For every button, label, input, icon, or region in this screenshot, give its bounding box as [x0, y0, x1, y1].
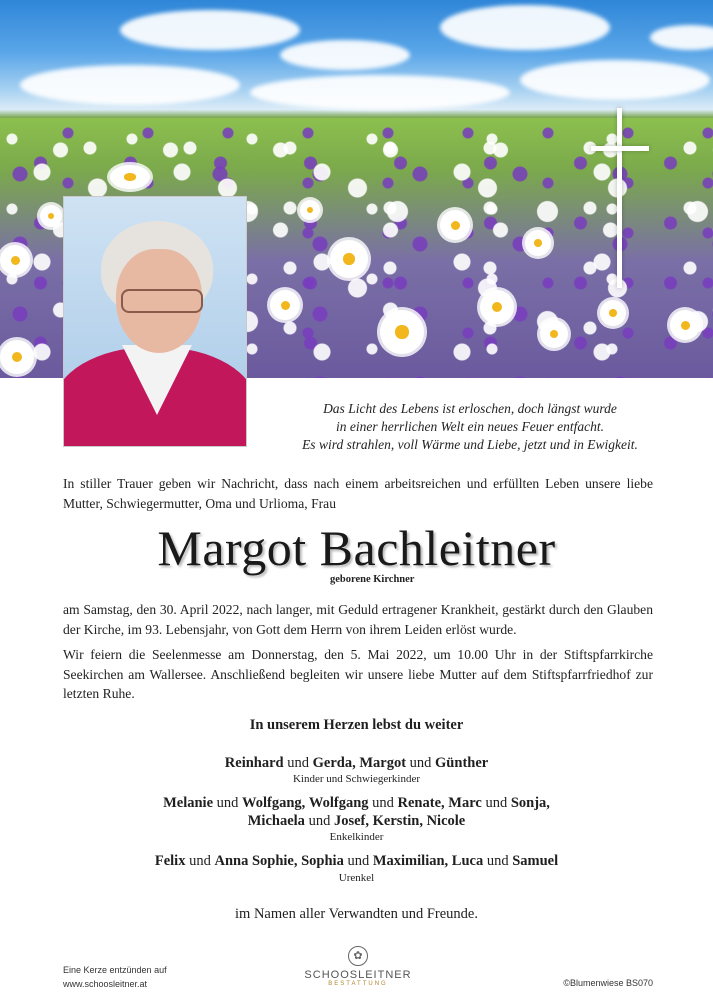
- family-name: Luca: [451, 853, 484, 869]
- greatgrandchildren-names: Felix und Anna Sophie, Sophia und Maximilian, Luca und Samuel: [154, 853, 559, 869]
- quote-line: Es wird strahlen, voll Wärme und Liebe, jetzt und in Ewigkeit.: [302, 437, 638, 452]
- family-name: Gerda,: [312, 755, 356, 771]
- children-names: Reinhard und Gerda, Margot und Günther: [224, 755, 489, 771]
- funeral-text: Wir feiern die Seelenmesse am Donnerstag, den 5. Mai 2022, um 10.00 Uhr in der Stiftspfarrkirche Seekirchen am Wallersee. Anschließend begleiten wir unsere liebe Mutter auf dem Stiftspfarrfriedhof zur letzten Ruhe.: [63, 647, 653, 701]
- family-name: Felix: [154, 853, 186, 869]
- children-relation: Kinder und Schwiegerkinder: [292, 773, 421, 785]
- copyright-text: ©Blumenwiese BS070: [563, 978, 653, 988]
- family-name: Wolfgang: [308, 795, 369, 811]
- rose-logo-icon: ✿: [348, 946, 368, 966]
- grandchildren-relation: Enkelkinder: [329, 831, 384, 843]
- family-name: Nicole: [426, 813, 466, 829]
- quote-line: in einer herrlichen Welt ein neues Feuer entfacht.: [336, 419, 604, 434]
- website-link[interactable]: www.schoosleitner.at: [63, 979, 148, 989]
- family-name: Margot: [359, 755, 407, 771]
- family-name: Sophia: [301, 853, 344, 869]
- family-name: Melanie: [163, 795, 214, 811]
- family-name: Michaela: [247, 813, 305, 829]
- logo-subtitle: BESTATTUNG: [328, 981, 388, 987]
- logo-name: SCHOOSLEITNER: [304, 969, 412, 981]
- intro-text: In stiller Trauer geben wir Nachricht, dass nach einem arbeitsreichen und erfüllten Leben unsere liebe Mutter, Schwiegermutter, Oma und Urlioma, Frau: [63, 476, 653, 511]
- family-name: Sonja,: [510, 795, 550, 811]
- motto: In unserem Herzen lebst du weiter: [249, 717, 464, 733]
- family-name: Josef,: [333, 813, 369, 829]
- family-name: Samuel: [512, 853, 559, 869]
- family-name: Kerstin,: [372, 813, 423, 829]
- family-name: Wolfgang,: [242, 795, 306, 811]
- funeral-home-logo: [300, 946, 416, 987]
- grandchildren-names-line2: Michaela und Josef, Kerstin, Nicole: [247, 813, 466, 829]
- family-name: Marc: [448, 795, 482, 811]
- grandchildren-names-line1: Melanie und Wolfgang, Wolfgang und Renate, Marc und Sonja,: [163, 795, 550, 811]
- deceased-name: Margot Bachleitner: [157, 520, 556, 576]
- family-name: Anna Sophie,: [214, 853, 298, 869]
- maiden-name: geborene Kirchner: [330, 574, 415, 585]
- portrait-photo: [63, 196, 247, 447]
- family-name: Renate,: [397, 795, 445, 811]
- family-name: Maximilian,: [372, 853, 449, 869]
- closing-text: im Namen aller Verwandten und Freunde.: [235, 906, 478, 922]
- memorial-quote: [270, 400, 670, 454]
- candle-link-block[interactable]: [63, 963, 167, 991]
- candle-text: Eine Kerze entzünden auf: [63, 965, 167, 975]
- family-name: Reinhard: [224, 755, 284, 771]
- family-name: Günther: [435, 755, 489, 771]
- quote-line: Das Licht des Lebens ist erloschen, doch längst wurde: [323, 401, 617, 416]
- death-notice-text: am Samstag, den 30. April 2022, nach langer, mit Geduld ertragener Krankheit, gestärkt durch den Glauben der Kirche, im 93. Lebensjahr, von Gott dem Herrn von ihrem Leiden erlöst wurde.: [63, 602, 653, 637]
- greatgrandchildren-relation: Urenkel: [338, 872, 375, 884]
